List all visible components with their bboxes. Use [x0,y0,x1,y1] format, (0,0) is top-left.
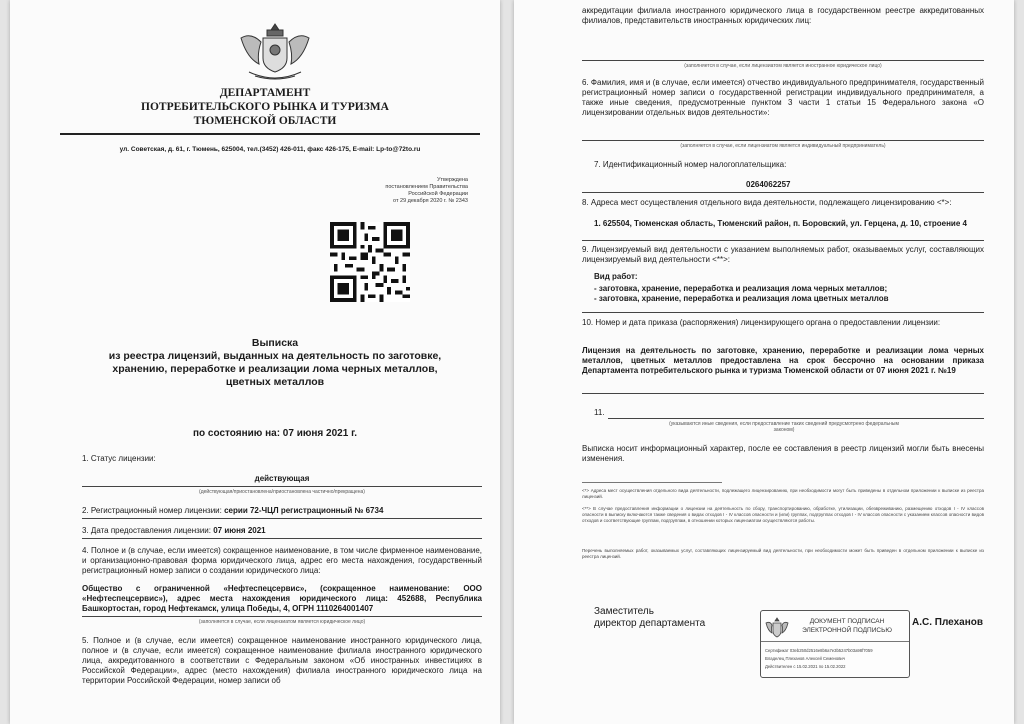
esign-title: ДОКУМЕНТ ПОДПИСАН [809,618,885,625]
license-order: Лицензия на деятельность по заготовке, хранению, переработке и реализации лома черных металлов, цветных металлов предоставлена на срок бессрочно на основании приказа Департамента потребительского рынка и туризма Тюменской области от 07 июня 2021 г. №19 [582,346,984,375]
item-6-text: 6. Фамилия, имя и (в случае, если имеется) отчество индивидуального предпринимателя, государственный регистрационный номер записи о государственной регистрации индивидуального предпринимателя, а также иные сведения, предусмотренные пунктом 3 части 1 статьи 15 Федерального закона «О лицензировании отдельных видов деятельности»: [582,78,984,117]
as-of-date: по состоянию на: 07 июня 2021 г. [192,428,358,439]
divider [582,60,984,61]
item-11-note: (указываются иные сведения, если предоставление таких сведений предусмотрено федеральным законом) [669,421,899,433]
divider [582,192,984,193]
work-item: - заготовка, хранение, переработка и реализация лома черных металлов; [594,284,888,293]
divider [582,312,984,313]
divider [82,486,482,487]
work-item: - заготовка, хранение, переработка и реализация лома цветных металлов [594,294,889,303]
esign-validity: Действителен с 15.02.2021 по 15.02.2022 [765,664,846,669]
organization-details: Общество с ограниченной «Нефтеспецсервис», (сокращенное наименование: ООО «Нефтеспецсервис»), адрес места нахождения юридического лица: 452688, Республика Башкортостан, город Нефтекамск, улица Победы, 4, ОГРН 1110264001407 [82,584,482,613]
item-6-note: (заполняется в случае, если лицензиатом является индивидуальный предприниматель) [680,143,886,149]
registration-number: серии 72-ЧЦЛ регистрационный № 6734 [224,506,384,515]
tax-id: 0264062257 [746,180,791,189]
item-5-continuation: аккредитации филиала иностранного юридического лица в государственном реестре аккредитованных филиалов, представительств иностранных юридических лиц: [582,6,984,25]
department-name-line: ТЮМЕНСКОЙ ОБЛАСТИ [193,115,337,127]
divider [582,393,984,394]
item-10-text: 10. Номер и дата приказа (распоряжения) лицензирующего органа о предоставлении лицензии: [582,318,941,327]
license-date: 07 июня 2021 [213,526,266,535]
footnote-2: <**> В случае предоставления информации о лицензии на деятельность по сбору, транспортированию, обработке, утилизации, обезвреживанию, размещению отходов I - IV классов опасности в выписку включаются также сведения о видах отходов I - IV классов опасности и (или) группах, подгруппах отходов I - IV классов опасности с указанием классов опасности видов отходов и соответствующие группам, подгруппам, в отношении которых лицензиатом осуществляются работы. [582,506,984,523]
divider [82,538,482,539]
divider [608,418,984,419]
divider [82,518,482,519]
esign-certificate: Сертификат 03eb250d2516e8b6a7e3b5247b03a98f7059 [765,648,873,653]
approval-note: Утверждена постановлением Правительства Российской Федерации от 29 декабря 2020 г. № 2343 [385,177,468,204]
divider [582,140,984,141]
item-11-label: 11. [594,408,605,417]
divider [582,240,984,241]
works-label: Вид работ: [594,272,638,281]
item-4-note: (заполняется в случае, если лицензиатом является юридическое лицо) [198,619,366,625]
item-1-note: (действующая/приостановлена/приостановлена частично/прекращена) [199,489,365,495]
department-name-line: ПОТРЕБИТЕЛЬСКОГО РЫНКА И ТУРИЗМА [141,101,389,113]
esign-title: ЭЛЕКТРОННОЙ ПОДПИСЬЮ [802,627,892,634]
footnote-1: <*> Адреса мест осуществления отдельного вида деятельности, подлежащего лицензированию, при необходимости могут быть приведены в отдельном приложении к выписке из реестра лицензий. [582,488,984,499]
license-extract-page-1 [10,0,500,724]
footnote-3: Перечень выполняемых работ, оказываемых услуг, составляющих лицензируемый вид деятельности, при необходимости может быть приведен в отдельном приложении к выписке из реестра лицензий. [582,548,984,559]
department-contacts: ул. Советская, д. 61, г. Тюмень, 625004, тел.(3452) 426-011, факс 426-175, E-mail: Lp-to@72to.ru [119,146,421,153]
coat-of-arms-icon [765,617,789,639]
footnote-divider [582,482,722,483]
divider [82,616,482,617]
department-name-line: ДЕПАРТАМЕНТ [219,87,311,99]
license-extract-page-2 [514,0,1014,724]
signer-name: А.С. Плеханов [912,617,984,628]
header-divider [60,133,480,135]
electronic-signature-stamp [760,610,910,678]
item-7-label: 7. Идентификационный номер налогоплательщика: [594,160,787,169]
qr-code-icon [330,222,410,302]
info-notice: Выписка носит информационный характер, после ее составления в реестр лицензий могли быть внесены изменения. [582,444,984,463]
activity-address: 1. 625504, Тюменская область, Тюменский район, п. Боровский, ул. Герцена, д. 10, строение 4 [594,219,967,228]
item-1-label: 1. Статус лицензии: [82,454,156,463]
item-4-text: 4. Полное и (в случае, если имеется) сокращенное наименование, в том числе фирменное наименование, и организационно-правовая форма юридического лица, адрес его места нахождения, государственный регистрационный номер записи о создании юридического лица: [82,546,482,575]
item-5-note: (заполняется в случае, если лицензиатом является иностранное юридическое лицо) [684,63,882,69]
signer-title: Заместитель директор департамента [594,606,706,629]
license-status: действующая [254,474,310,483]
esign-owner: Владелец Плеханов Алексей Семенович [765,656,845,661]
item-9-text: 9. Лицензируемый вид деятельности с указанием выполняемых работ, оказываемых услуг, составляющих лицензируемый вид деятельности <**>: [582,245,984,264]
item-5-text: 5. Полное и (в случае, если имеется) сокращенное наименование иностранного юридического лица, полное и (в случае, если имеется) сокращенное наименование филиала иностранного юридического лица, аккредитованного в соответствии с Федеральным законом «Об иностранных инвестициях в Российской Федерации», адрес (место нахождения) филиала иностранного юридического лица на территории Российской Федерации, номер записи об [82,636,482,685]
coat-of-arms-icon [235,20,315,82]
item-3-row: 3. Дата предоставления лицензии: 07 июня 2021 [82,526,266,535]
item-8-text: 8. Адреса мест осуществления отдельного вида деятельности, подлежащего лицензированию <*>: [582,198,952,207]
extract-title: Выписка из реестра лицензий, выданных на деятельность по заготовке, хранению, переработке и реализации лома черных металлов, цветных металлов [108,337,442,388]
item-2-row: 2. Регистрационный номер лицензии: серии 72-ЧЦЛ регистрационный № 6734 [82,506,384,515]
